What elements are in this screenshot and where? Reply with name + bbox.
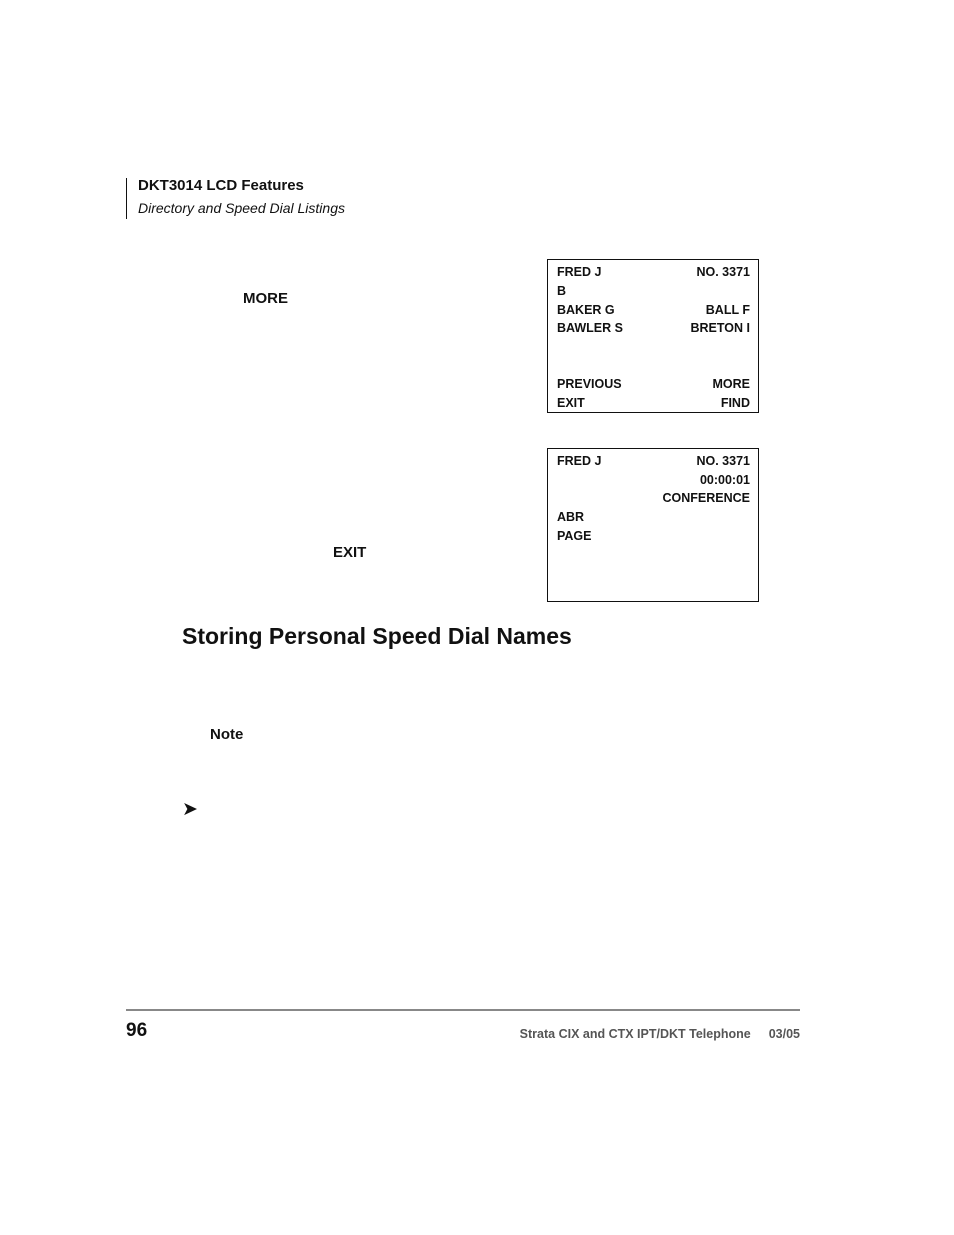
lcd-status: CONFERENCE <box>662 491 750 505</box>
lcd-row-status <box>557 491 750 507</box>
header-rule <box>126 178 127 219</box>
lcd-row-softkeys-2 <box>557 396 750 412</box>
lcd-row-header <box>557 265 750 281</box>
footer-date: 03/05 <box>768 1027 800 1041</box>
step-arrow-icon: ➤ <box>182 799 198 820</box>
lcd-row-header <box>557 454 750 470</box>
lcd-letter: B <box>557 284 567 298</box>
lcd-name: FRED J <box>557 265 602 279</box>
softkey-find: FIND <box>720 396 750 410</box>
lcd-option-page: PAGE <box>557 529 592 543</box>
lcd-call-screen <box>547 448 759 602</box>
footer-rule <box>126 1009 800 1011</box>
softkey-more: MORE <box>712 377 750 391</box>
lcd-directory-screen <box>547 259 759 413</box>
lcd-entry-breton: BRETON I <box>690 321 750 335</box>
lcd-row-option-2 <box>557 529 750 545</box>
lcd-number: NO. 3371 <box>696 265 750 279</box>
lcd-option-abr: ABR <box>557 510 585 524</box>
softkey-exit: EXIT <box>557 396 585 410</box>
lcd-name: FRED J <box>557 454 602 468</box>
footer-info <box>520 1027 800 1041</box>
page-number: 96 <box>126 1020 148 1041</box>
chapter-subtitle: Directory and Speed Dial Listings <box>138 200 345 216</box>
lcd-entry-bawler: BAWLER S <box>557 321 623 335</box>
more-step-label: MORE <box>243 290 288 307</box>
lcd-entry-baker: BAKER G <box>557 303 615 317</box>
lcd-row-option-1 <box>557 510 750 526</box>
lcd-row-entries-1 <box>557 303 750 319</box>
section-title: Storing Personal Speed Dial Names <box>182 623 572 649</box>
lcd-row-timer <box>557 473 750 489</box>
lcd-timer: 00:00:01 <box>699 473 750 487</box>
lcd-row-letter <box>557 284 750 300</box>
lcd-number: NO. 3371 <box>696 454 750 468</box>
exit-step-label: EXIT <box>333 544 367 561</box>
lcd-row-entries-2 <box>557 321 750 337</box>
softkey-previous: PREVIOUS <box>557 377 622 391</box>
lcd-row-softkeys-1 <box>557 377 750 393</box>
lcd-entry-ball: BALL F <box>705 303 750 317</box>
footer-book-title: Strata CIX and CTX IPT/DKT Telephone <box>519 1027 751 1041</box>
note-label: Note <box>210 726 244 743</box>
chapter-title: DKT3014 LCD Features <box>138 177 304 194</box>
